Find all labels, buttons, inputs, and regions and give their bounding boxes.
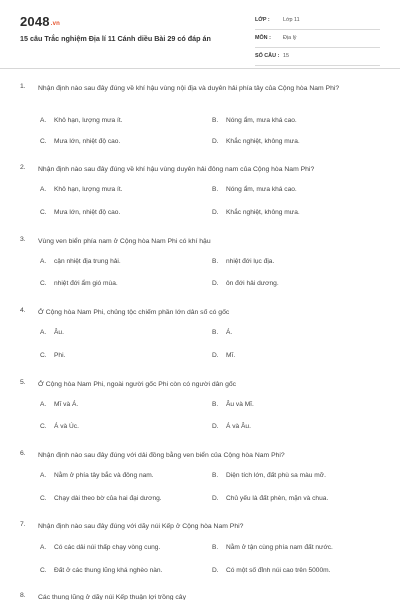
- question-text: Vùng ven biển phía nam ở Cộng hòa Nam Phi có khí hậu: [38, 238, 211, 245]
- question-number: 3.: [20, 236, 26, 243]
- answer-option[interactable]: [212, 186, 297, 193]
- option-text: Khắc nghiệt, không mưa.: [226, 138, 300, 145]
- option-letter: D.: [212, 495, 219, 502]
- option-text: Âu.: [54, 329, 64, 336]
- site-logo[interactable]: [20, 14, 60, 29]
- question-text: Các thung lũng ở dãy núi Kếp thuận lợi trồng cây: [38, 594, 186, 600]
- answer-option[interactable]: [40, 423, 79, 430]
- option-letter: A.: [40, 544, 47, 551]
- option-letter: B.: [212, 329, 219, 336]
- question-number: 1.: [20, 83, 26, 90]
- meta-value: Lớp 11: [283, 17, 300, 23]
- option-letter: A.: [40, 401, 47, 408]
- option-text: Nằm ở tận cùng phía nam đất nước.: [226, 544, 333, 551]
- answer-option[interactable]: [40, 401, 78, 408]
- option-text: Đất ở các thung lũng khá nghèo nàn.: [54, 567, 163, 574]
- option-text: Chủ yếu là đất phèn, mặn và chua.: [226, 495, 329, 502]
- answer-option[interactable]: [40, 186, 123, 193]
- option-letter: A.: [40, 186, 47, 193]
- document-header: [0, 0, 400, 62]
- answer-option[interactable]: [40, 258, 121, 265]
- answer-option[interactable]: [40, 209, 120, 216]
- option-letter: C.: [40, 138, 47, 145]
- answer-option[interactable]: [40, 567, 162, 574]
- answer-option[interactable]: [40, 329, 64, 336]
- option-letter: C.: [40, 280, 47, 287]
- option-text: Âu và Mĩ.: [226, 401, 254, 408]
- option-letter: C.: [40, 209, 47, 216]
- meta-row-grade: [255, 14, 380, 30]
- meta-label: SỐ CÂU :: [255, 53, 280, 59]
- option-text: Á và Úc.: [54, 423, 79, 430]
- option-letter: B.: [212, 258, 219, 265]
- option-text: Khô hạn, lượng mưa ít.: [54, 117, 123, 124]
- option-text: Có một số đỉnh núi cao trên 5000m.: [226, 567, 331, 574]
- option-text: Nằm ở phía tây bắc và đông nam.: [54, 472, 154, 479]
- answer-option[interactable]: [212, 544, 333, 551]
- question-number: 6.: [20, 450, 26, 457]
- option-text: Khô hạn, lượng mưa ít.: [54, 186, 123, 193]
- option-text: ôn đới hải dương.: [226, 280, 279, 287]
- meta-value: 15: [283, 53, 289, 59]
- question-text: Nhận định nào sau đây đúng với dải đồng bằng ven biển của Cộng hòa Nam Phi?: [38, 452, 285, 459]
- option-letter: D.: [212, 209, 219, 216]
- option-letter: D.: [212, 352, 219, 359]
- option-letter: B.: [212, 401, 219, 408]
- answer-option[interactable]: [212, 352, 235, 359]
- option-letter: D.: [212, 423, 219, 430]
- option-letter: D.: [212, 567, 219, 574]
- option-letter: B.: [212, 544, 219, 551]
- answer-option[interactable]: [212, 495, 328, 502]
- option-letter: B.: [212, 117, 219, 124]
- header-divider: [0, 68, 400, 69]
- answer-option[interactable]: [212, 209, 300, 216]
- option-letter: B.: [212, 186, 219, 193]
- question-number: 4.: [20, 307, 26, 314]
- option-letter: C.: [40, 567, 47, 574]
- answer-option[interactable]: [212, 280, 279, 287]
- option-letter: C.: [40, 352, 47, 359]
- question-text: Ở Cộng hòa Nam Phi, chủng tộc chiếm phần lớn dân số có gốc: [38, 309, 230, 316]
- option-letter: C.: [40, 423, 47, 430]
- meta-label: LỚP :: [255, 17, 270, 23]
- option-letter: A.: [40, 117, 47, 124]
- answer-option[interactable]: [212, 401, 254, 408]
- answer-option[interactable]: [40, 280, 118, 287]
- option-text: Chạy dài theo bờ của hai đại dương.: [54, 495, 162, 502]
- answer-option[interactable]: [212, 117, 297, 124]
- option-text: cận nhiệt địa trung hải.: [54, 258, 121, 265]
- question-number: 5.: [20, 379, 26, 386]
- logo-main-text: 2048: [20, 14, 50, 29]
- question-text: Nhận định nào sau đây đúng về khí hậu vùng nội địa và duyên hải phía tây của Cộng hòa Nam Phi?: [38, 85, 340, 92]
- question-number: 2.: [20, 164, 26, 171]
- meta-row-subject: [255, 32, 380, 48]
- option-letter: A.: [40, 258, 47, 265]
- option-text: Có các dải núi thấp chạy vòng cung.: [54, 544, 161, 551]
- option-text: Mưa lớn, nhiệt độ cao.: [54, 209, 121, 216]
- answer-option[interactable]: [40, 495, 162, 502]
- answer-option[interactable]: [40, 117, 123, 124]
- answer-option[interactable]: [40, 138, 120, 145]
- option-text: nhiệt đới ẩm gió mùa.: [54, 280, 118, 287]
- option-text: Phi.: [54, 352, 66, 359]
- option-letter: C.: [40, 495, 47, 502]
- document-title: 15 câu Trắc nghiệm Địa lí 11 Cánh diều Bài 29 có đáp án: [20, 34, 211, 43]
- answer-option[interactable]: [212, 567, 330, 574]
- option-text: Mĩ và Á.: [54, 401, 79, 408]
- option-text: Khắc nghiệt, không mưa.: [226, 209, 300, 216]
- answer-option[interactable]: [212, 423, 251, 430]
- option-text: Diện tích lớn, đất phù sa màu mỡ.: [226, 472, 326, 479]
- answer-option[interactable]: [40, 352, 65, 359]
- document-meta: [255, 14, 380, 68]
- question-text: Nhận định nào sau đây đúng với dãy núi Kếp ở Cộng hòa Nam Phi?: [38, 523, 244, 530]
- answer-option[interactable]: [212, 329, 232, 336]
- option-letter: D.: [212, 138, 219, 145]
- meta-value: Địa lý: [283, 35, 297, 41]
- meta-label: MÔN :: [255, 35, 271, 41]
- option-letter: A.: [40, 472, 47, 479]
- option-letter: A.: [40, 329, 47, 336]
- option-text: Á và Âu.: [226, 423, 251, 430]
- answer-option[interactable]: [40, 544, 160, 551]
- answer-option[interactable]: [212, 138, 300, 145]
- option-text: Á.: [226, 329, 233, 336]
- option-text: Mưa lớn, nhiệt độ cao.: [54, 138, 121, 145]
- option-text: nhiệt đới lục địa.: [226, 258, 275, 265]
- option-text: Nóng ẩm, mưa khá cao.: [226, 186, 297, 193]
- option-text: Nóng ẩm, mưa khá cao.: [226, 117, 297, 124]
- question-text: Nhận định nào sau đây đúng về khí hậu vùng duyên hải đông nam của Cộng hòa Nam Phi?: [38, 166, 315, 173]
- option-letter: B.: [212, 472, 219, 479]
- meta-row-count: [255, 50, 380, 66]
- question-number: 7.: [20, 521, 26, 528]
- logo-suffix-text: .vn: [50, 21, 61, 27]
- question-number: 8.: [20, 592, 26, 599]
- answer-option[interactable]: [212, 258, 274, 265]
- answer-option[interactable]: [212, 472, 326, 479]
- answer-option[interactable]: [40, 472, 154, 479]
- option-text: Mĩ.: [226, 352, 236, 359]
- option-letter: D.: [212, 280, 219, 287]
- question-text: Ở Cộng hòa Nam Phi, ngoài người gốc Phi còn có người dân gốc: [38, 381, 237, 388]
